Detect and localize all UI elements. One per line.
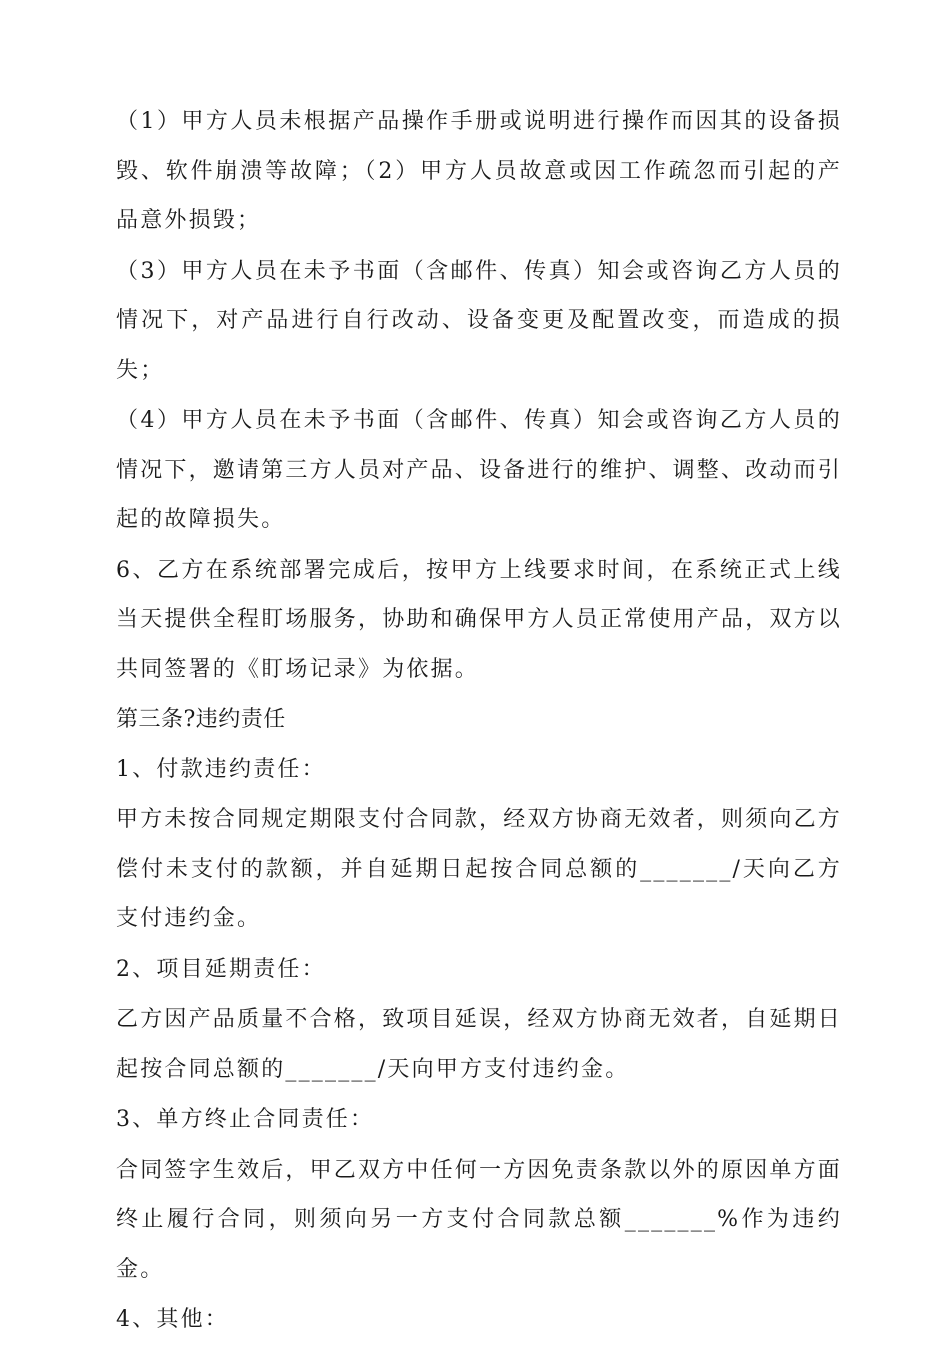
subheading-payment-default: 1、付款违约责任： [116, 756, 326, 782]
subheading-unilateral-termination: 3、单方终止合同责任： [116, 1107, 375, 1132]
paragraph-exemption-3: （3）甲方人员在未予书面（含邮件、传真）知会或咨询乙方人员的情况下，对产品进行自行改动、设备变更及配置改变，而造成的损失； [116, 258, 842, 383]
paragraph-unilateral-termination: 合同签字生效后，甲乙双方中任何一方因免责条款以外的原因单方面终止履行合同，则须向另一方支付合同款总额_______%作为违约金。 [116, 1157, 843, 1282]
paragraph-payment-default: 甲方未按合同规定期限支付合同款，经双方协商无效者，则须向乙方偿付未支付的款额，并自延期日起按合同总额的_______/天向乙方支付违约金。 [116, 807, 843, 931]
subheading-other: 4、其他： [116, 1307, 229, 1332]
document-body [116, 97, 842, 1346]
paragraph-project-delay: 乙方因产品质量不合格，致项目延误，经双方协商无效者，自延期日起按合同总额的_______/天向甲方支付违约金。 [116, 1007, 843, 1082]
paragraph-exemption-4: （4）甲方人员在未予书面（含邮件、传真）知会或咨询乙方人员的情况下，邀请第三方人员对产品、设备进行的维护、调整、改动而引起的故障损失。 [116, 408, 843, 532]
paragraph-item-6: 6、乙方在系统部署完成后，按甲方上线要求时间，在系统正式上线当天提供全程盯场服务，协助和确保甲方人员正常使用产品，双方以共同签署的《盯场记录》为依据。 [116, 557, 843, 682]
section-heading-article-3: 第三条?违约责任 [116, 707, 286, 732]
subheading-project-delay: 2、项目延期责任： [116, 956, 326, 982]
paragraph-exemption-1-2: （1）甲方人员未根据产品操作手册或说明进行操作而因其的设备损毁、软件崩溃等故障；（2）甲方人员故意或因工作疏忽而引起的产品意外损毁； [116, 109, 842, 233]
